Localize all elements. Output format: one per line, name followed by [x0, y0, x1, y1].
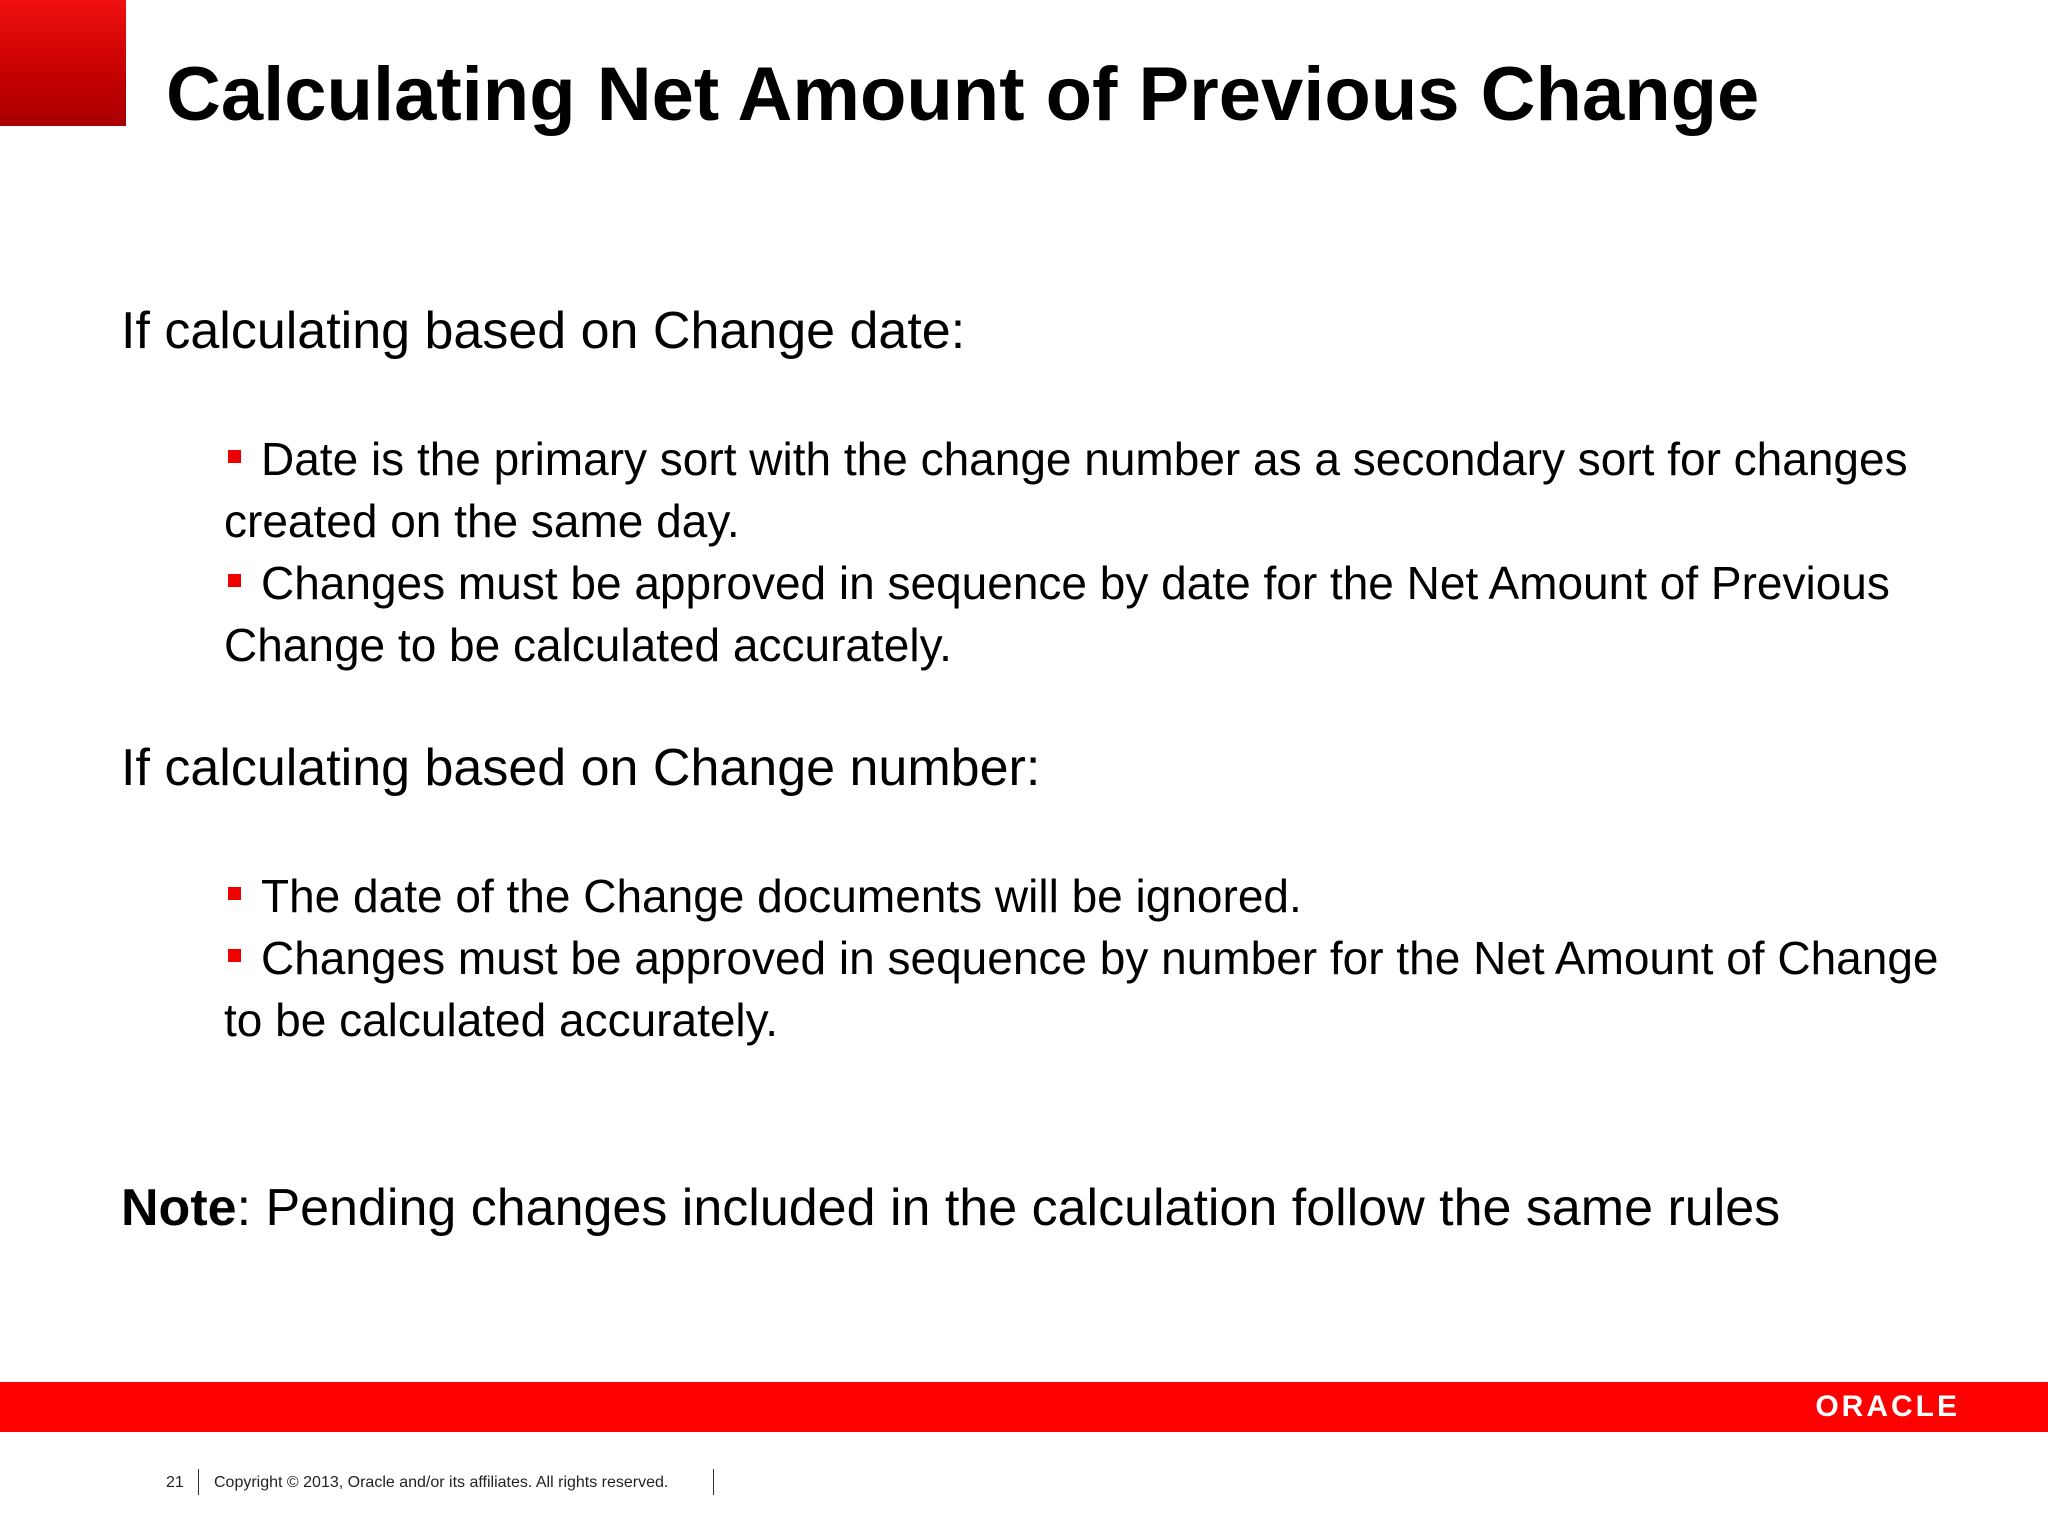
bullet-square-icon [228, 887, 241, 900]
list-item [224, 552, 1944, 676]
bullet-list-change-date [224, 428, 1944, 676]
oracle-logo: ORACLE [1815, 1390, 1960, 1423]
bullet-list-change-number [224, 865, 1944, 1051]
note-label: Note [121, 1179, 237, 1237]
slide-title: Calculating Net Amount of Previous Change [166, 52, 1760, 137]
footer-divider [198, 1469, 199, 1495]
page-number: 21 [166, 1474, 184, 1491]
section-heading-change-number: If calculating based on Change number: [121, 739, 1041, 797]
bullet-text: The date of the Change documents will be ignored. [261, 870, 1302, 922]
bullet-text: Changes must be approved in sequence by date for the Net Amount of Previous Change to be calculated accurately. [224, 557, 1890, 671]
bullet-square-icon [228, 574, 241, 587]
copyright-text: Copyright © 2013, Oracle and/or its affiliates. All rights reserved. [214, 1474, 669, 1491]
bullet-text: Date is the primary sort with the change number as a secondary sort for changes created on the same day. [224, 433, 1908, 547]
section-heading-change-date: If calculating based on Change date: [121, 302, 966, 360]
list-item [224, 865, 1944, 927]
bullet-text: Changes must be approved in sequence by number for the Net Amount of Change to be calculated accurately. [224, 932, 1939, 1046]
note-paragraph [121, 1173, 1881, 1243]
note-text: : Pending changes included in the calculation follow the same rules [236, 1179, 1781, 1237]
list-item [224, 927, 1944, 1051]
footer-bar [0, 1382, 2048, 1432]
accent-square [0, 0, 126, 126]
footer-divider [713, 1469, 714, 1495]
bullet-square-icon [228, 949, 241, 962]
bullet-square-icon [228, 450, 241, 463]
list-item [224, 428, 1944, 552]
